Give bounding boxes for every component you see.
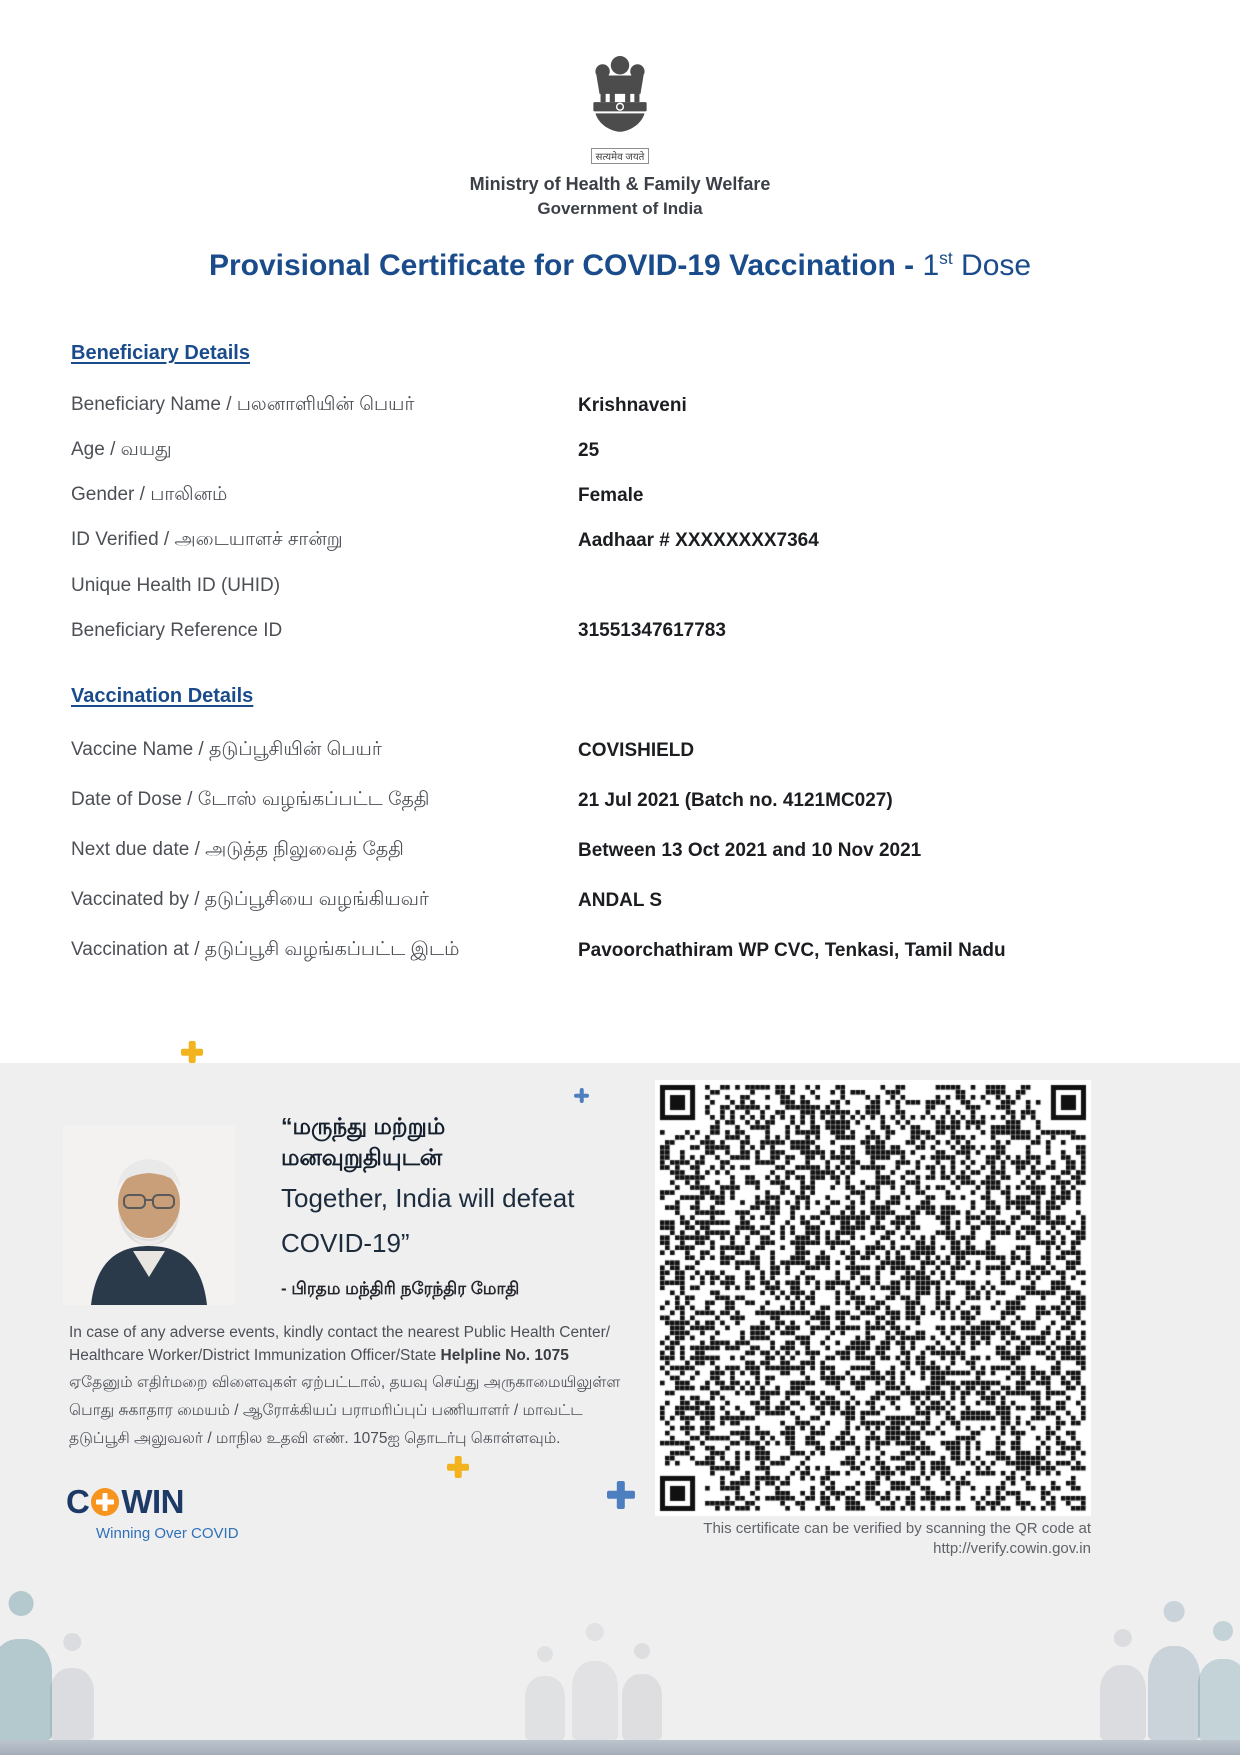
adverse-events-prefix: In case of any adverse events, kindly contact the nearest Public Health Center/ Healthcare Worker/District Immunization Officer/State <box>69 1324 611 1365</box>
plus-decoration-icon <box>181 1041 203 1063</box>
background-illustration <box>1100 1629 1146 1741</box>
id-verified-value: Aadhaar # XXXXXXXX7364 <box>578 529 819 551</box>
quote-tamil-line1: “மருந்து மற்றும் <box>281 1113 446 1139</box>
background-illustration <box>1148 1601 1200 1741</box>
uhid-row <box>71 563 1169 608</box>
id-verified-row <box>71 518 1169 563</box>
quote-tamil-line2: மனவுறுதியுடன் <box>281 1144 443 1171</box>
adverse-events-text-en <box>69 1321 651 1368</box>
qr-code-canvas <box>655 1080 1091 1516</box>
dose-date-value: 21 Jul 2021 (Batch no. 4121MC027) <box>578 790 893 811</box>
reference-id-label: Beneficiary Reference ID <box>71 619 283 641</box>
ministry-name: Ministry of Health & Family Welfare <box>469 174 771 194</box>
cowin-plus-icon <box>91 1488 119 1516</box>
next-due-date-value: Between 13 Oct 2021 and 10 Nov 2021 <box>578 840 922 861</box>
verification-qr-code <box>655 1080 1091 1516</box>
vaccinated-by-row <box>71 876 1169 926</box>
pm-photo <box>63 1125 235 1305</box>
vaccination-details-heading: Vaccination Details <box>71 685 254 707</box>
cowin-logo <box>66 1483 239 1542</box>
pm-quote <box>281 1111 651 1301</box>
quote-english-line1: Together, India will defeat <box>281 1183 575 1214</box>
quote-attribution: - பிரதம மந்திரி நரேந்திர மோதி <box>281 1279 520 1299</box>
vaccine-name-value: COVISHIELD <box>578 740 695 761</box>
cowin-logo-c: C <box>66 1483 90 1520</box>
dose-date-row <box>71 776 1169 826</box>
cowin-logo-wordmark <box>66 1483 239 1521</box>
national-emblem <box>0 54 1240 145</box>
vaccine-name-row <box>71 726 1169 776</box>
dose-word: Dose <box>952 249 1032 282</box>
reference-id-row <box>71 608 1169 653</box>
beneficiary-details-heading: Beneficiary Details <box>71 342 250 364</box>
background-illustration <box>1198 1621 1240 1741</box>
vaccination-at-label: Vaccination at / தடுப்பூசி வழங்கப்பட்ட இடம் <box>71 939 460 960</box>
background-illustration <box>0 1591 52 1741</box>
beneficiary-name-row <box>71 383 1169 428</box>
helpline-number: Helpline No. 1075 <box>440 1347 569 1365</box>
dose-number: 1 <box>922 249 940 282</box>
footer-banner <box>0 1063 1240 1755</box>
cowin-tagline: Winning Over COVID <box>96 1525 239 1542</box>
beneficiary-name-label: Beneficiary Name / பலனாளியின் பெயர் <box>71 393 415 415</box>
background-illustration <box>572 1623 618 1741</box>
footer-bottom-strip <box>0 1740 1240 1755</box>
government-header <box>0 54 1240 219</box>
certificate-body <box>71 342 1169 976</box>
background-illustration <box>525 1646 565 1741</box>
gender-label: Gender / பாலினம் <box>71 483 228 505</box>
id-verified-label: ID Verified / அடையாளச் சான்று <box>71 528 343 550</box>
age-row <box>71 428 1169 473</box>
adverse-events-text-ta: ஏதேனும் எதிர்மறை விளைவுகள் ஏற்பட்டால், தயவு செய்து அருகாமையிலுள்ள பொது சுகாதார மையம் / ஆரோக்கியப் பராமரிப்புப் பணியாளர் / மாவட்ட தடுப்பூசி அலுவலர் / மாநில உதவி எண். 1075ஐ தொடர்பு கொள்ளவும். <box>69 1374 621 1447</box>
certificate-title <box>0 248 1240 283</box>
background-illustration <box>50 1633 94 1741</box>
next-due-date-label: Next due date / அடுத்த நிலுவைத் தேதி <box>71 839 404 860</box>
vaccination-at-value: Pavoorchathiram WP CVC, Tenkasi, Tamil Nadu <box>578 940 1006 961</box>
next-due-date-row <box>71 826 1169 876</box>
emblem-motto: सत्यमेव जयते <box>591 148 650 164</box>
plus-decoration-icon <box>447 1456 469 1478</box>
vaccinated-by-value: ANDAL S <box>578 890 663 911</box>
beneficiary-name-value: Krishnaveni <box>578 394 687 416</box>
vaccinated-by-label: Vaccinated by / தடுப்பூசியை வழங்கியவர் <box>71 889 429 910</box>
verification-url: http://verify.cowin.gov.in <box>933 1540 1091 1558</box>
vaccine-name-label: Vaccine Name / தடுப்பூசியின் பெயர் <box>71 739 382 760</box>
age-value: 25 <box>578 439 600 461</box>
reference-id-value: 31551347617783 <box>578 619 726 641</box>
quote-english-line2: COVID-19” <box>281 1228 410 1259</box>
title-main: Provisional Certificate for COVID-19 Vaccination - <box>208 249 923 282</box>
dose-date-label: Date of Dose / டோஸ் வழங்கப்பட்ட தேதி <box>71 789 430 810</box>
age-label: Age / வயது <box>71 438 172 460</box>
verification-note-line1: This certificate can be verified by scanning the QR code at <box>703 1520 1091 1537</box>
background-illustration <box>622 1643 662 1741</box>
plus-decoration-icon <box>574 1088 589 1103</box>
verification-note <box>703 1519 1091 1560</box>
uhid-label: Unique Health ID (UHID) <box>71 574 281 596</box>
gender-row <box>71 473 1169 518</box>
dose-ordinal: st <box>939 248 953 268</box>
plus-decoration-icon <box>607 1481 635 1509</box>
government-name: Government of India <box>537 199 703 218</box>
cowin-logo-win: WIN <box>121 1483 184 1520</box>
vaccination-at-row <box>71 926 1169 976</box>
gender-value: Female <box>578 484 644 506</box>
